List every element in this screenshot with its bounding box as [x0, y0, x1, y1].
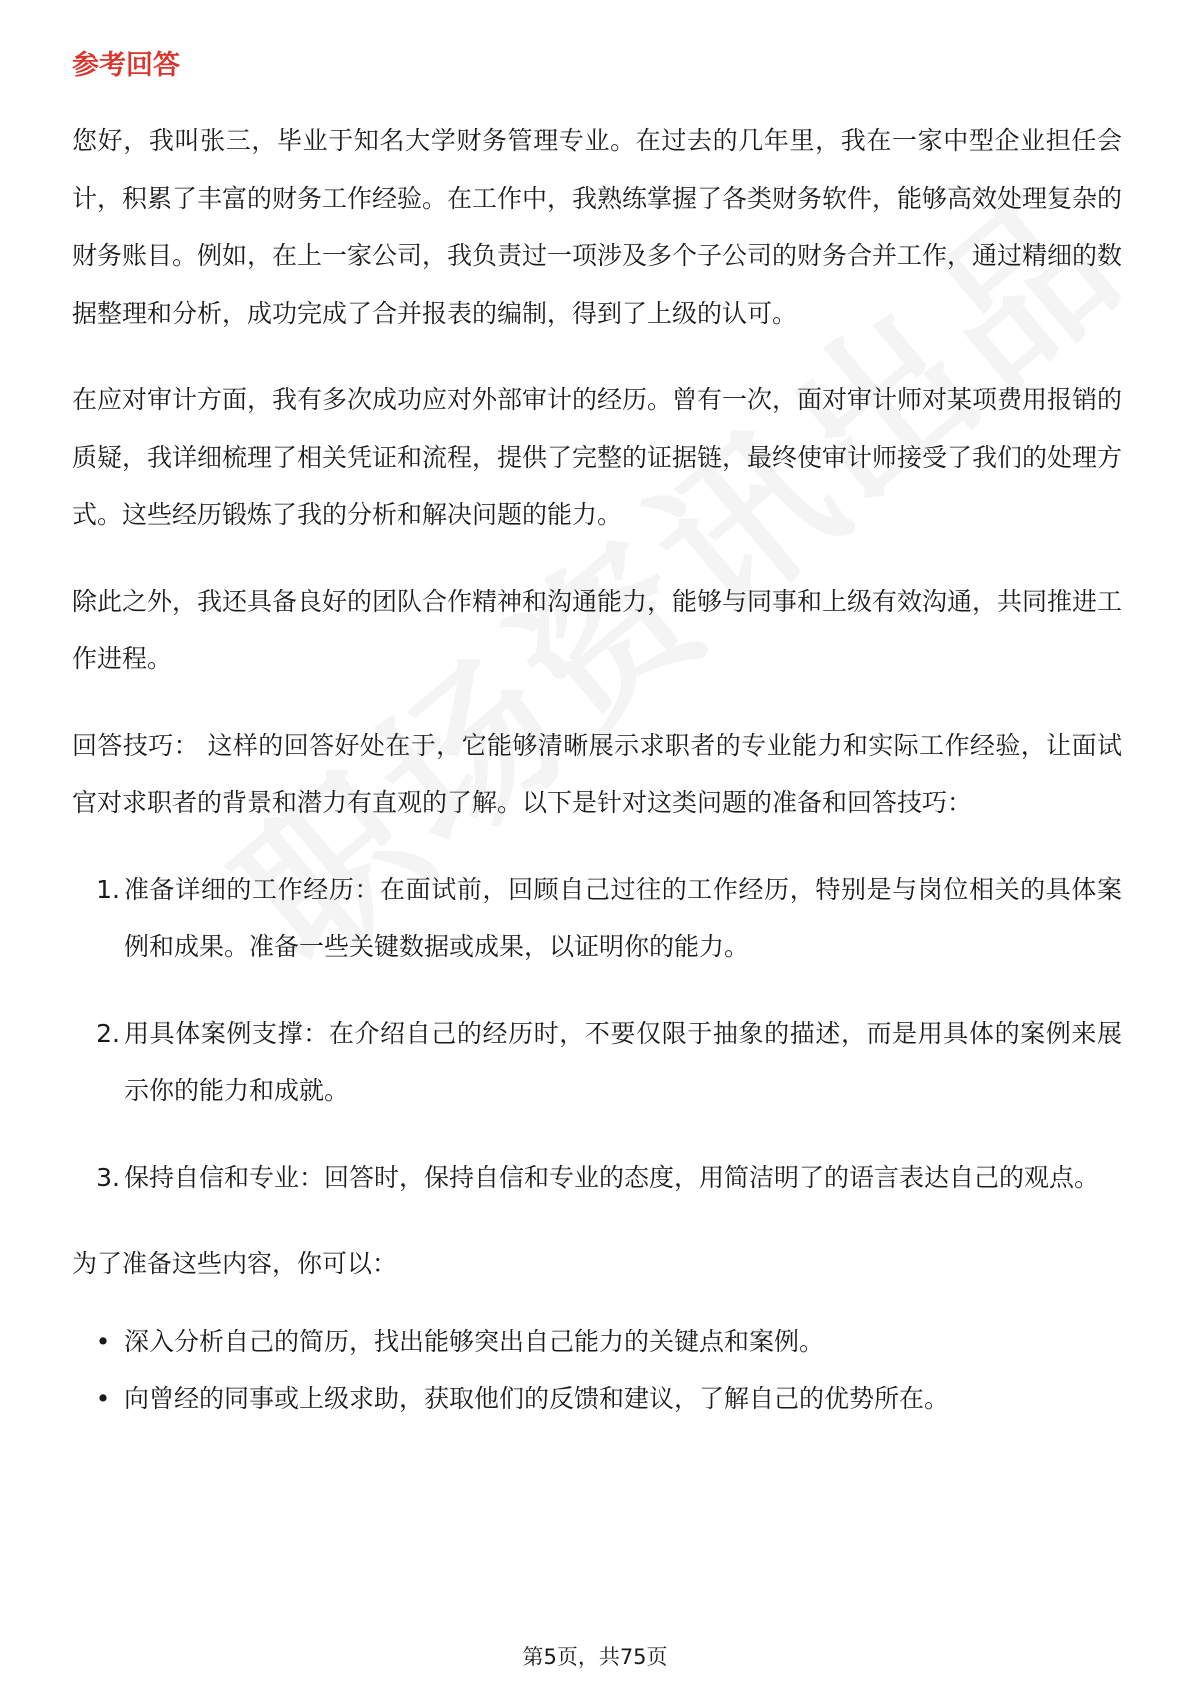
tip-text: 准备详细的工作经历：在面试前，回顾自己过往的工作经历，特别是与岗位相关的具体案例和成果。准备一些关键数据或成果，以证明你的能力。: [124, 874, 1122, 961]
paragraph-tips-intro: 回答技巧： 这样的回答好处在于，它能够清晰展示求职者的专业能力和实际工作经验，让面试官对求职者的背景和潜力有直观的了解。以下是针对这类问题的准备和回答技巧：: [72, 730, 1122, 817]
tip-text: 保持自信和专业：回答时，保持自信和专业的态度，用简洁明了的语言表达自己的观点。: [124, 1162, 1100, 1192]
tip-item: [72, 1149, 1122, 1207]
bullet-icon: •: [95, 1384, 111, 1413]
tip-text: 用具体案例支撑：在介绍自己的经历时，不要仅限于抽象的描述，而是用具体的案例来展示你的能力和成就。: [124, 1018, 1122, 1105]
section-heading: 参考回答: [72, 50, 180, 81]
paragraph-audit: 在应对审计方面，我有多次成功应对外部审计的经历。曾有一次，面对审计师对某项费用报销的质疑，我详细梳理了相关凭证和流程，提供了完整的证据链，最终使审计师接受了我们的处理方式。这些经历锻炼了我的分析和解决问题的能力。: [72, 385, 1123, 529]
page-footer: 第5页，共75页: [522, 1645, 668, 1669]
tip-number: 1.: [96, 874, 120, 904]
tip-item: [72, 1005, 1122, 1120]
prep-item-text: 向曾经的同事或上级求助，获取他们的反馈和建议，了解自己的优势所在。: [124, 1384, 950, 1413]
tip-number: 3.: [96, 1162, 120, 1192]
prep-item-text: 深入分析自己的简历，找出能够突出自己能力的关键点和案例。: [124, 1326, 825, 1356]
paragraph-prep-intro: 为了准备这些内容，你可以：: [72, 1249, 398, 1278]
tip-item: [72, 861, 1122, 976]
paragraph-teamwork: 除此之外，我还具备良好的团队合作精神和沟通能力，能够与同事和上级有效沟通，共同推进工作进程。: [72, 586, 1123, 673]
paragraph-intro: 您好，我叫张三，毕业于知名大学财务管理专业。在过去的几年里，我在一家中型企业担任会计，积累了丰富的财务工作经验。在工作中，我熟练掌握了各类财务软件，能够高效处理复杂的财务账目。例如，在上一家公司，我负责过一项涉及多个子公司的财务合并工作，通过精细的数据整理和分析，成功完成了合并报表的编制，得到了上级的认可。: [72, 126, 1123, 328]
tip-number: 2.: [96, 1018, 120, 1048]
prep-list-item: [72, 1370, 1122, 1428]
bullet-icon: •: [95, 1326, 111, 1356]
document-body: [72, 46, 1122, 1428]
prep-list-item: [72, 1313, 1122, 1371]
